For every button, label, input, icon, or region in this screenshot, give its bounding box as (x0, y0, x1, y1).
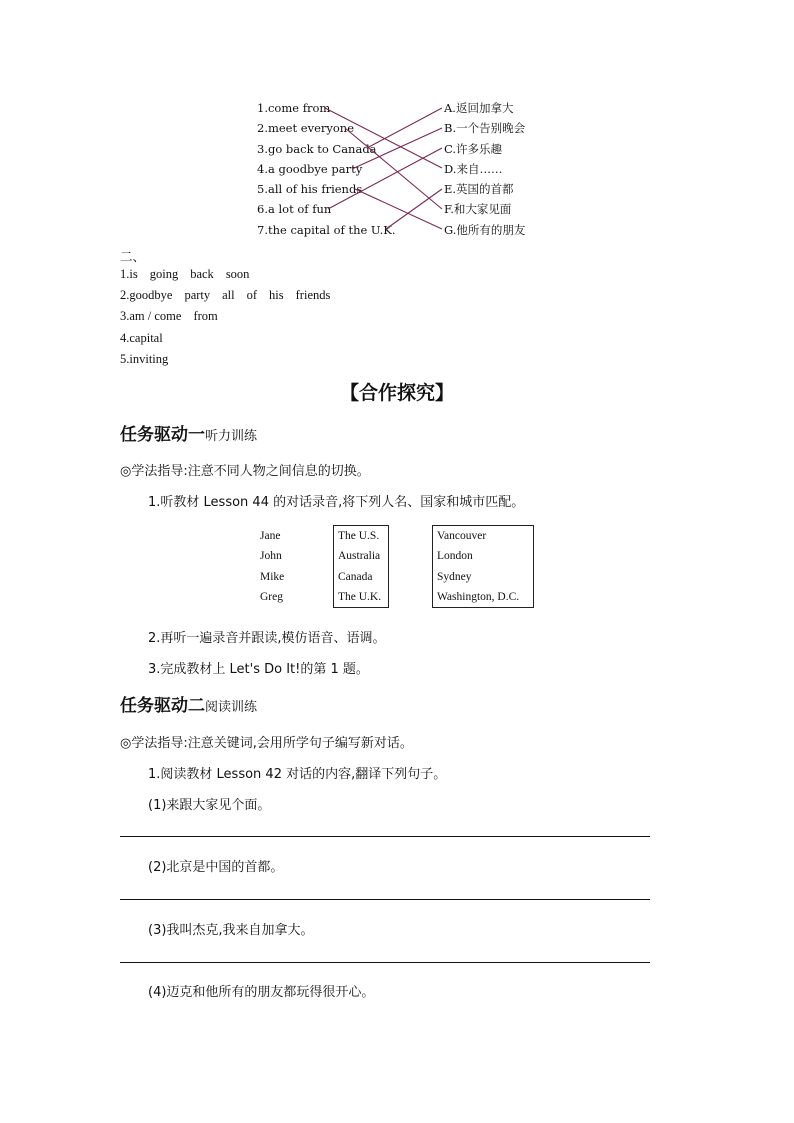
task2-subtitle: 阅读训练 (205, 700, 258, 715)
person-name: Mike (260, 570, 285, 583)
answer-line-2 (120, 288, 330, 303)
task2-heading (120, 691, 257, 716)
task1-item3: 3.完成教材上 Let's Do It!的第 1 题。 (148, 662, 369, 677)
sentence-1: (1)来跟大家见个面。 (148, 798, 271, 813)
person-name: John (260, 550, 282, 563)
match-line-7-E (386, 189, 442, 229)
match-line-2-F (345, 128, 442, 209)
matching-left-item: 4.a goodbye party (257, 161, 363, 176)
answer-word: friends (295, 288, 331, 302)
cities-box (432, 525, 534, 608)
task1-title: 任务驱动一 (120, 425, 205, 445)
answer-word: back (190, 267, 214, 281)
section-two-heading: 二、 (120, 250, 146, 264)
task1-item1: 1.听教材 Lesson 44 的对话录音,将下列人名、国家和城市匹配。 (148, 495, 525, 510)
match-line-4-B (352, 128, 442, 169)
matching-lines (0, 0, 794, 260)
answer-word: 1.is (120, 267, 138, 281)
match-line-6-C (328, 148, 442, 209)
task2-guide: ◎学法指导:注意关键词,会用所学句子编写新对话。 (120, 736, 413, 751)
answer-rule-2[interactable] (120, 899, 650, 900)
answer-line-3 (120, 309, 218, 324)
matching-left-item: 5.all of his friends (257, 182, 363, 197)
city-name: Washington, D.C. (437, 590, 520, 603)
answer-line-1 (120, 267, 249, 282)
matching-left-item: 7.the capital of the U.K. (257, 222, 396, 237)
matching-right-item: D.来自…… (444, 161, 503, 176)
task2-title: 任务驱动二 (120, 696, 205, 716)
person-name: Greg (260, 590, 283, 603)
answer-word: going (149, 267, 179, 281)
match-line-3-A (367, 108, 442, 148)
answer-word: 3.am / come (120, 309, 182, 323)
matching-left-item: 3.go back to Canada (257, 141, 377, 156)
match-line-5-G (355, 189, 442, 229)
task1-item2: 2.再听一遍录音并跟读,模仿语音、语调。 (148, 631, 386, 646)
city-name: London (437, 550, 473, 563)
answer-word: soon (225, 267, 250, 281)
matching-right-item: G.他所有的朋友 (444, 222, 526, 237)
country-name: The U.S. (338, 530, 380, 542)
answer-line-4 (120, 331, 163, 346)
matching-left-item: 6.a lot of fun (257, 202, 332, 217)
names-column (260, 526, 284, 607)
country-name: The U.K. (338, 590, 382, 603)
countries-box (333, 525, 389, 608)
matching-left-item: 1.come from (257, 101, 331, 115)
answer-word: 4.capital (120, 331, 163, 345)
answer-line-5 (120, 352, 168, 367)
person-name: Jane (260, 530, 281, 542)
answer-word: of (246, 288, 258, 302)
matching-left-item: 2.meet everyone (257, 121, 355, 136)
task2-item1: 1.阅读教材 Lesson 42 对话的内容,翻译下列句子。 (148, 767, 447, 782)
task1-heading (120, 420, 257, 445)
city-name: Sydney (437, 570, 472, 583)
task1-subtitle: 听力训练 (205, 429, 258, 444)
matching-right-item: A.返回加拿大 (444, 101, 514, 115)
matching-right-item: F.和大家见面 (444, 202, 512, 217)
answer-word: party (184, 288, 211, 302)
matching-right-item: C.许多乐趣 (444, 141, 503, 156)
answer-word: from (193, 309, 218, 323)
answer-word: 2.goodbye (120, 288, 173, 302)
section-title: 【合作探究】 (339, 382, 454, 404)
matching-right-item: B.一个告别晚会 (444, 121, 526, 136)
country-name: Australia (338, 550, 381, 563)
country-name: Canada (338, 570, 373, 583)
sentence-2: (2)北京是中国的首都。 (148, 860, 284, 875)
task1-guide: ◎学法指导:注意不同人物之间信息的切换。 (120, 464, 370, 479)
answer-word: 5.inviting (120, 352, 169, 366)
sentence-3: (3)我叫杰克,我来自加拿大。 (148, 923, 314, 938)
sentence-4: (4)迈克和他所有的朋友都玩得很开心。 (148, 985, 375, 1000)
matching-right-item: E.英国的首都 (444, 182, 514, 197)
answer-rule-1[interactable] (120, 836, 650, 837)
answer-word: all (222, 288, 235, 302)
answer-rule-3[interactable] (120, 962, 650, 963)
city-name: Vancouver (437, 530, 487, 542)
answer-word: his (269, 288, 284, 302)
